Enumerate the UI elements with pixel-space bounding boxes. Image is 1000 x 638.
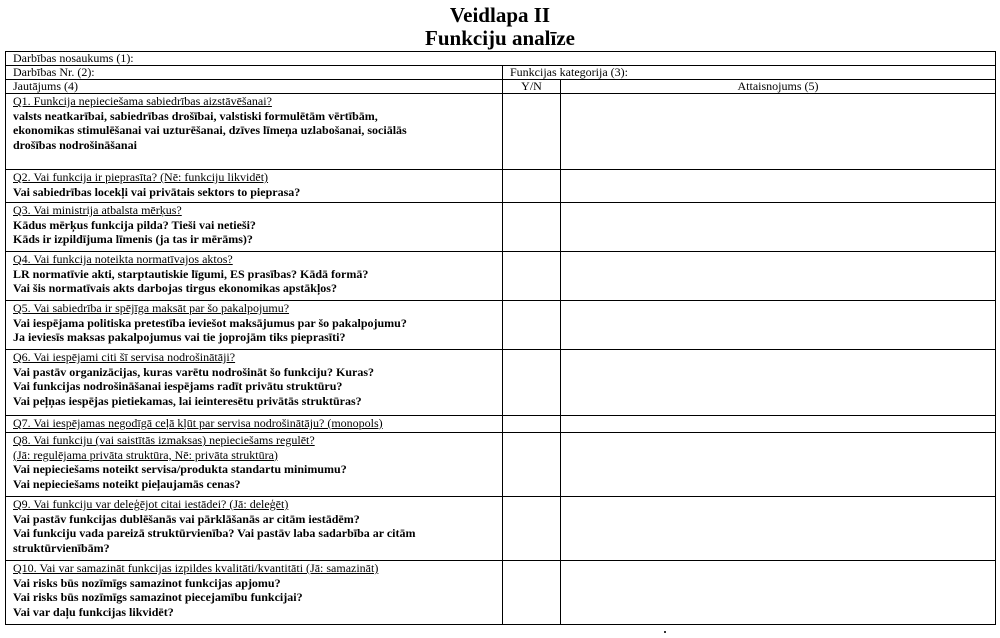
question-text: Q10. Vai var samazināt funkcijas izpildes kvalitāti/kvantitāti (Jā: samazināt) — [13, 561, 379, 575]
table-row — [6, 252, 996, 301]
activity-name-label: Darbības nosaukums (1): — [13, 51, 134, 65]
question-detail: Vai pastāv funkcijas dublēšanās vai pārklāšanās ar citām iestādēm? — [13, 511, 360, 526]
function-category-label: Funkcijas kategorija (3): — [510, 65, 628, 79]
justification-header: Attaisnojums (5) — [561, 80, 996, 94]
table-row — [6, 170, 996, 203]
question-detail: Kādus mērķus funkcija pilda? Tieši vai netieši? — [13, 217, 256, 232]
question-cell — [6, 301, 503, 350]
question-detail: valsts neatkarībai, sabiedrības drošībai, valstiski formulētām vērtībām, — [13, 108, 378, 123]
question-detail: Vai risks būs nozīmīgs samazinot funkcijas apjomu? — [13, 575, 281, 590]
question-detail: Vai risks būs nozīmīgs samazinot piecejamību funkcijai? — [13, 590, 303, 605]
activity-name-field[interactable] — [6, 52, 996, 66]
yn-cell[interactable] — [503, 301, 561, 350]
yn-cell[interactable] — [503, 94, 561, 170]
yn-header: Y/N — [503, 80, 561, 94]
yn-cell[interactable] — [503, 416, 561, 433]
yn-cell[interactable] — [503, 433, 561, 497]
function-category-field[interactable] — [503, 66, 996, 80]
justification-cell[interactable] — [561, 350, 996, 416]
justification-cell[interactable] — [561, 301, 996, 350]
question-detail: drošības nodrošināšanai — [13, 137, 137, 152]
activity-name-row — [6, 52, 996, 66]
question-text: Q7. Vai iespējamas negodīgā ceļā kļūt par servisa nodrošinātāju? (monopols) — [13, 416, 383, 430]
activity-no-field[interactable] — [6, 66, 503, 80]
question-text: Q9. Vai funkciju var deleģējot citai iestādei? (Jā: deleģēt) — [13, 497, 289, 511]
question-detail: Vai pastāv organizācijas, kuras varētu nodrošināt šo funkciju? Kuras? — [13, 364, 375, 379]
table-row — [6, 94, 996, 170]
question-text: Q8. Vai funkciju (vai saistītās izmaksas) nepieciešams regulēt? — [13, 433, 315, 447]
question-cell — [6, 561, 503, 625]
question-detail: Ja ieviesīs maksas pakalpojumus vai tie joprojām tiks pieprasīti? — [13, 330, 346, 345]
form-title: Veidlapa II — [449, 3, 551, 27]
justification-cell[interactable] — [561, 433, 996, 497]
question-detail: Vai šis normatīvais akts darbojas tirgus ekonomikas apstākļos? — [13, 281, 337, 296]
table-row — [6, 497, 996, 561]
justification-cell[interactable] — [561, 203, 996, 252]
justification-cell[interactable] — [561, 497, 996, 561]
question-cell — [6, 497, 503, 561]
question-detail: ekonomikas stimulēšanai vai uzturēšanai, dzīves līmeņa uzlabošanai, sociālās — [13, 123, 407, 138]
yn-cell[interactable] — [503, 350, 561, 416]
form-subtitle: Funkciju analīze — [425, 26, 575, 50]
questions-header: Jautājums (4) — [6, 80, 503, 94]
table-row — [6, 301, 996, 350]
question-detail: Vai funkciju vada pareizā struktūrvienība? Vai pastāv laba sadarbība ar citām — [13, 526, 416, 541]
question-detail: Vai nepieciešams noteikt servisa/produkta standartu minimumu? — [13, 462, 347, 477]
yn-cell[interactable] — [503, 170, 561, 203]
question-detail: LR normatīvie akti, starptautiskie līgumi, ES prasības? Kādā formā? — [13, 266, 369, 281]
question-cell — [6, 170, 503, 203]
question-text: Q5. Vai sabiedrība ir spējīga maksāt par šo pakalpojumu? — [13, 301, 290, 315]
yn-cell[interactable] — [503, 203, 561, 252]
yn-cell[interactable] — [503, 252, 561, 301]
question-detail: Vai sabiedrības locekļi vai privātais sektors to pieprasa? — [13, 184, 301, 199]
question-cell — [6, 94, 503, 170]
activity-no-row — [6, 66, 996, 80]
scan-speck — [664, 631, 666, 633]
question-text: Q1. Funkcija nepieciešama sabiedrības aizstāvēšanai? — [13, 94, 272, 108]
justification-cell[interactable] — [561, 416, 996, 433]
table-row — [6, 561, 996, 625]
yn-cell[interactable] — [503, 497, 561, 561]
question-detail: Vai peļņas iespējas pietiekamas, lai ieinteresētu privātās struktūras? — [13, 393, 362, 408]
function-analysis-table — [5, 51, 996, 625]
question-cell — [6, 416, 503, 433]
question-detail: struktūrvienībām? — [13, 540, 110, 555]
question-text-continued: (Jā: regulējama privāta struktūra, Nē: privāta struktūra) — [13, 447, 278, 462]
question-cell — [6, 350, 503, 416]
question-detail: Kāds ir izpildījuma līmenis (ja tas ir mērāms)? — [13, 232, 253, 247]
question-detail: Vai nepieciešams noteikt pieļaujamās cenas? — [13, 476, 241, 491]
justification-cell[interactable] — [561, 170, 996, 203]
activity-no-label: Darbības Nr. (2): — [13, 65, 95, 79]
question-detail: Vai funkcijas nodrošināšanai iespējams radīt privātu struktūru? — [13, 379, 343, 394]
question-detail: Vai var daļu funkcijas likvidēt? — [13, 604, 174, 619]
column-header-row — [6, 80, 996, 94]
question-cell — [6, 433, 503, 497]
question-text: Q2. Vai funkcija ir pieprasīta? (Nē: funkciju likvidēt) — [13, 170, 269, 184]
question-text: Q4. Vai funkcija noteikta normatīvajos aktos? — [13, 252, 233, 266]
justification-cell[interactable] — [561, 94, 996, 170]
question-text: Q3. Vai ministrija atbalsta mērķus? — [13, 203, 182, 217]
question-detail: Vai iespējama politiska pretestība ieviešot maksājumus par šo pakalpojumu? — [13, 315, 407, 330]
question-cell — [6, 203, 503, 252]
question-text: Q6. Vai iespējami citi šī servisa nodrošinātāji? — [13, 350, 236, 364]
yn-cell[interactable] — [503, 561, 561, 625]
justification-cell[interactable] — [561, 561, 996, 625]
table-row — [6, 203, 996, 252]
table-row — [6, 416, 996, 433]
table-row — [6, 433, 996, 497]
table-row — [6, 350, 996, 416]
question-cell — [6, 252, 503, 301]
justification-cell[interactable] — [561, 252, 996, 301]
